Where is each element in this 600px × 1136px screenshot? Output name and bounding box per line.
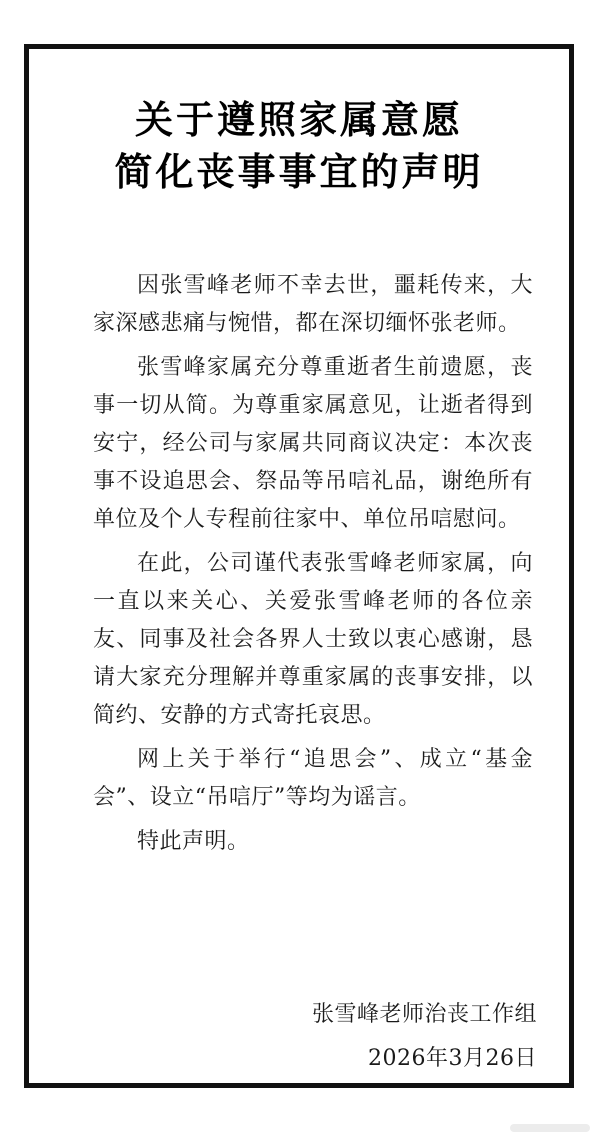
- signature-date: 2026年3月26日: [368, 1046, 537, 1071]
- statement-body: [93, 267, 533, 867]
- paragraph-closing: 特此声明。: [137, 829, 250, 854]
- paragraph-thanks: 在此，公司谨代表张雪峰老师家属，向一直以来关心、关爱张雪峰老师的各位亲友、同事及社会各界人士致以衷心感谢，恳请大家充分理解并尊重家属的丧事安排，以简约、安静的方式寄托哀思。: [93, 551, 533, 728]
- faint-watermark: [510, 1124, 590, 1132]
- paragraph-family-wishes: 张雪峰家属充分尊重逝者生前遗愿，丧事一切从简。为尊重家属意见，让逝者得到安宁，经公司与家属共同商议决定：本次丧事不设追思会、祭品等吊唁礼品，谢绝所有单位及个人专程前往家中、单位吊唁慰问。: [93, 355, 533, 532]
- paragraph-rumor-notice: 网上关于举行“追思会”、成立“基金会”、设立“吊唁厅”等均为谣言。: [93, 747, 533, 810]
- statement-frame: [24, 44, 574, 1088]
- statement-title-line-1: 关于遵照家属意愿: [134, 98, 463, 142]
- paragraph-condolence: 因张雪峰老师不幸去世，噩耗传来，大家深感悲痛与惋惜，都在深切缅怀张老师。: [93, 273, 533, 336]
- statement-title-line-2: 简化丧事事宜的声明: [114, 150, 484, 194]
- signature-organization: 张雪峰老师治丧工作组: [311, 1002, 537, 1027]
